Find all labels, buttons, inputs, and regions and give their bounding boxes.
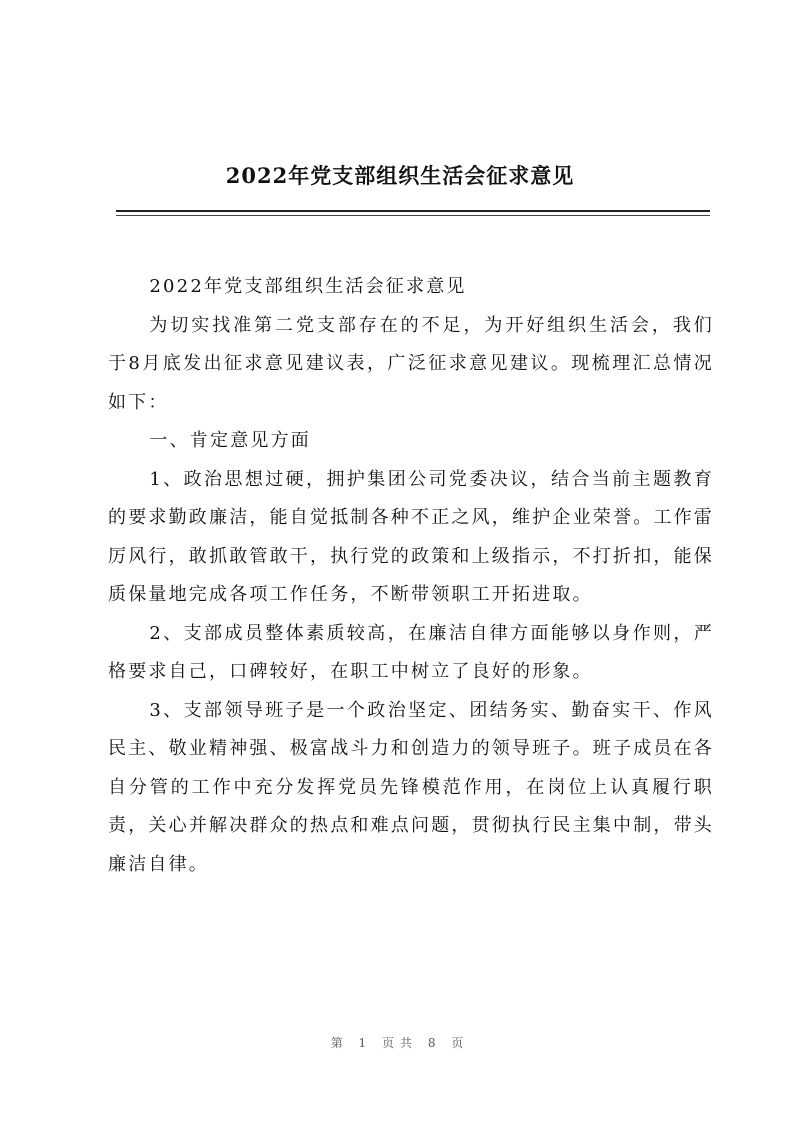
title-divider: [116, 210, 710, 212]
body-heading: 2022年党支部组织生活会征求意见: [149, 276, 467, 297]
intro-paragraph: 为切实找准第二党支部存在的不足，为开好组织生活会，我们于8月底发出征求意见建议表，广泛征求意见建议。现梳理汇总情况如下：: [108, 314, 714, 413]
title-divider-thin: [116, 215, 710, 216]
page-footer: 第 1 页共 8 页: [330, 1036, 470, 1050]
paragraph-item-1: 1、政治思想过硬，拥护集团公司党委决议，结合当前主题教育的要求勤政廉洁，能自觉抵制各种不正之风，维护企业荣誉。工作雷厉风行，敢抓敢管敢干，执行党的政策和上级指示，不打折扣，能保质保量地完成各项工作任务，不断带领职工开拓进取。: [108, 468, 714, 605]
document-body: [108, 268, 714, 884]
paragraph-item-2: 2、支部成员整体素质较高，在廉洁自律方面能够以身作则，严格要求自己，口碑较好，在职工中树立了良好的形象。: [108, 622, 714, 682]
document-title: 2022年党支部组织生活会征求意见: [225, 163, 575, 188]
paragraph-item-3: 3、支部领导班子是一个政治坚定、团结务实、勤奋实干、作风民主、敬业精神强、极富战斗力和创造力的领导班子。班子成员在各自分管的工作中充分发挥党员先锋模范作用，在岗位上认真履行职责，关心并解决群众的热点和难点问题，贯彻执行民主集中制，带头廉洁自律。: [108, 699, 714, 875]
section-heading: 一、肯定意见方面: [149, 430, 311, 451]
